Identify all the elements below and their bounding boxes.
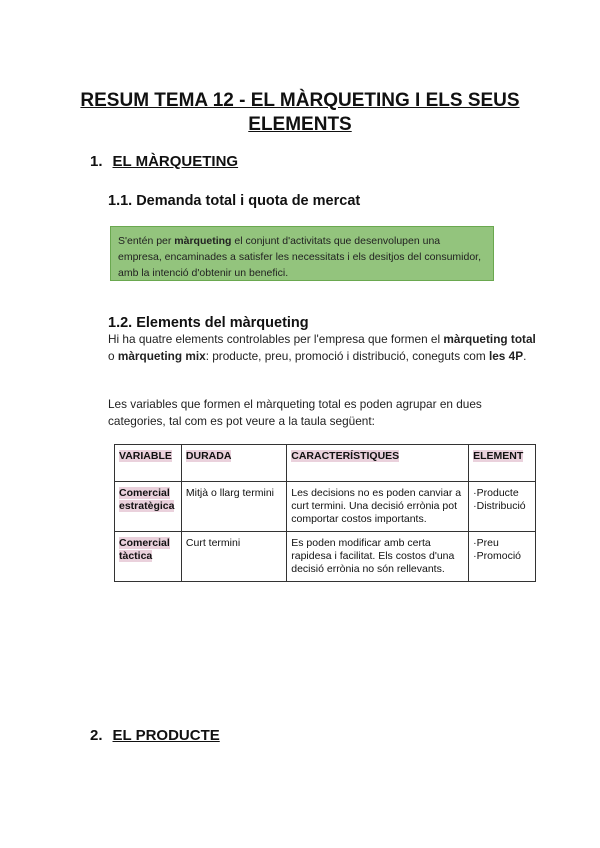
header-cell-variable	[115, 445, 182, 482]
cell-element	[469, 532, 536, 582]
subsection-1-1-heading: 1.1. Demanda total i quota de mercat	[108, 193, 361, 209]
section-2-title: EL PRODUCTE	[112, 727, 220, 744]
header-variable: VARIABLE	[119, 450, 172, 462]
cell-variable	[115, 532, 182, 582]
header-cell-durada	[181, 445, 286, 482]
definition-text-2: el conjunt d'activitats que desenvolupen una empresa, encaminades a satisfer les necessitats i els desitjos del consumidor, amb la intenció d'obtenir un benefici.	[118, 235, 482, 279]
document-title	[60, 89, 540, 137]
table-header-row	[115, 445, 536, 482]
paragraph-text-2: o	[108, 348, 118, 363]
section-1-heading	[90, 153, 238, 170]
header-caracteristiques: CARACTERÍSTIQUES	[291, 450, 400, 462]
element-item: ·Preu	[473, 537, 499, 549]
definition-box	[110, 226, 494, 281]
cell-element	[469, 482, 536, 532]
term-marketing-total: màrqueting total	[443, 332, 536, 346]
header-cell-element	[469, 445, 536, 482]
definition-text-1: S'entén per	[118, 235, 175, 247]
variable-value: Comercial tàctica	[119, 537, 170, 562]
header-element: ELEMENT	[473, 450, 524, 462]
cell-caracteristiques: Les decisions no es poden canviar a curt termini. Una decisió errònia pot comportar costos importants.	[287, 482, 469, 532]
variables-paragraph: Les variables que formen el màrqueting total es poden agrupar en dues categories, tal com es pot veure a la taula següent:	[108, 397, 482, 428]
definition-term: màrqueting	[174, 235, 232, 247]
paragraph-text-3: : producte, preu, promoció i distribució, coneguts com	[205, 348, 489, 363]
subsection-1-2-heading: 1.2. Elements del màrqueting	[108, 315, 309, 331]
cell-caracteristiques: Es poden modificar amb certa rapidesa i facilitat. Els costos d'una decisió errònia no són rellevants.	[287, 532, 469, 582]
elements-paragraph	[108, 331, 538, 364]
section-2-number: 2.	[90, 727, 103, 744]
paragraph-text-1: Hi ha quatre elements controlables per l'empresa que formen el	[108, 332, 444, 346]
table-row	[115, 482, 536, 532]
table-row	[115, 532, 536, 582]
cell-durada: Mitjà o llarg termini	[181, 482, 286, 532]
term-marketing-mix: màrqueting mix	[117, 348, 206, 363]
title-line-2: ELEMENTS	[248, 114, 352, 135]
section-1-number: 1.	[90, 153, 103, 170]
header-durada: DURADA	[185, 450, 232, 462]
cell-durada: Curt termini	[181, 532, 286, 582]
section-1-title: EL MÀRQUETING	[112, 153, 239, 170]
marketing-variables-table	[114, 444, 536, 582]
cell-variable	[115, 482, 182, 532]
variable-value: Comercial estratègica	[119, 487, 175, 512]
element-item: ·Producte	[473, 487, 519, 499]
title-line-1: RESUM TEMA 12 - EL MÀRQUETING I ELS SEUS	[80, 90, 520, 111]
header-cell-caracteristiques	[287, 445, 469, 482]
element-item: ·Distribució	[473, 500, 526, 512]
term-4p: les 4P	[488, 348, 524, 363]
section-2-heading	[90, 727, 220, 744]
element-item: ·Promoció	[473, 550, 521, 562]
paragraph-text-4: .	[523, 348, 527, 363]
